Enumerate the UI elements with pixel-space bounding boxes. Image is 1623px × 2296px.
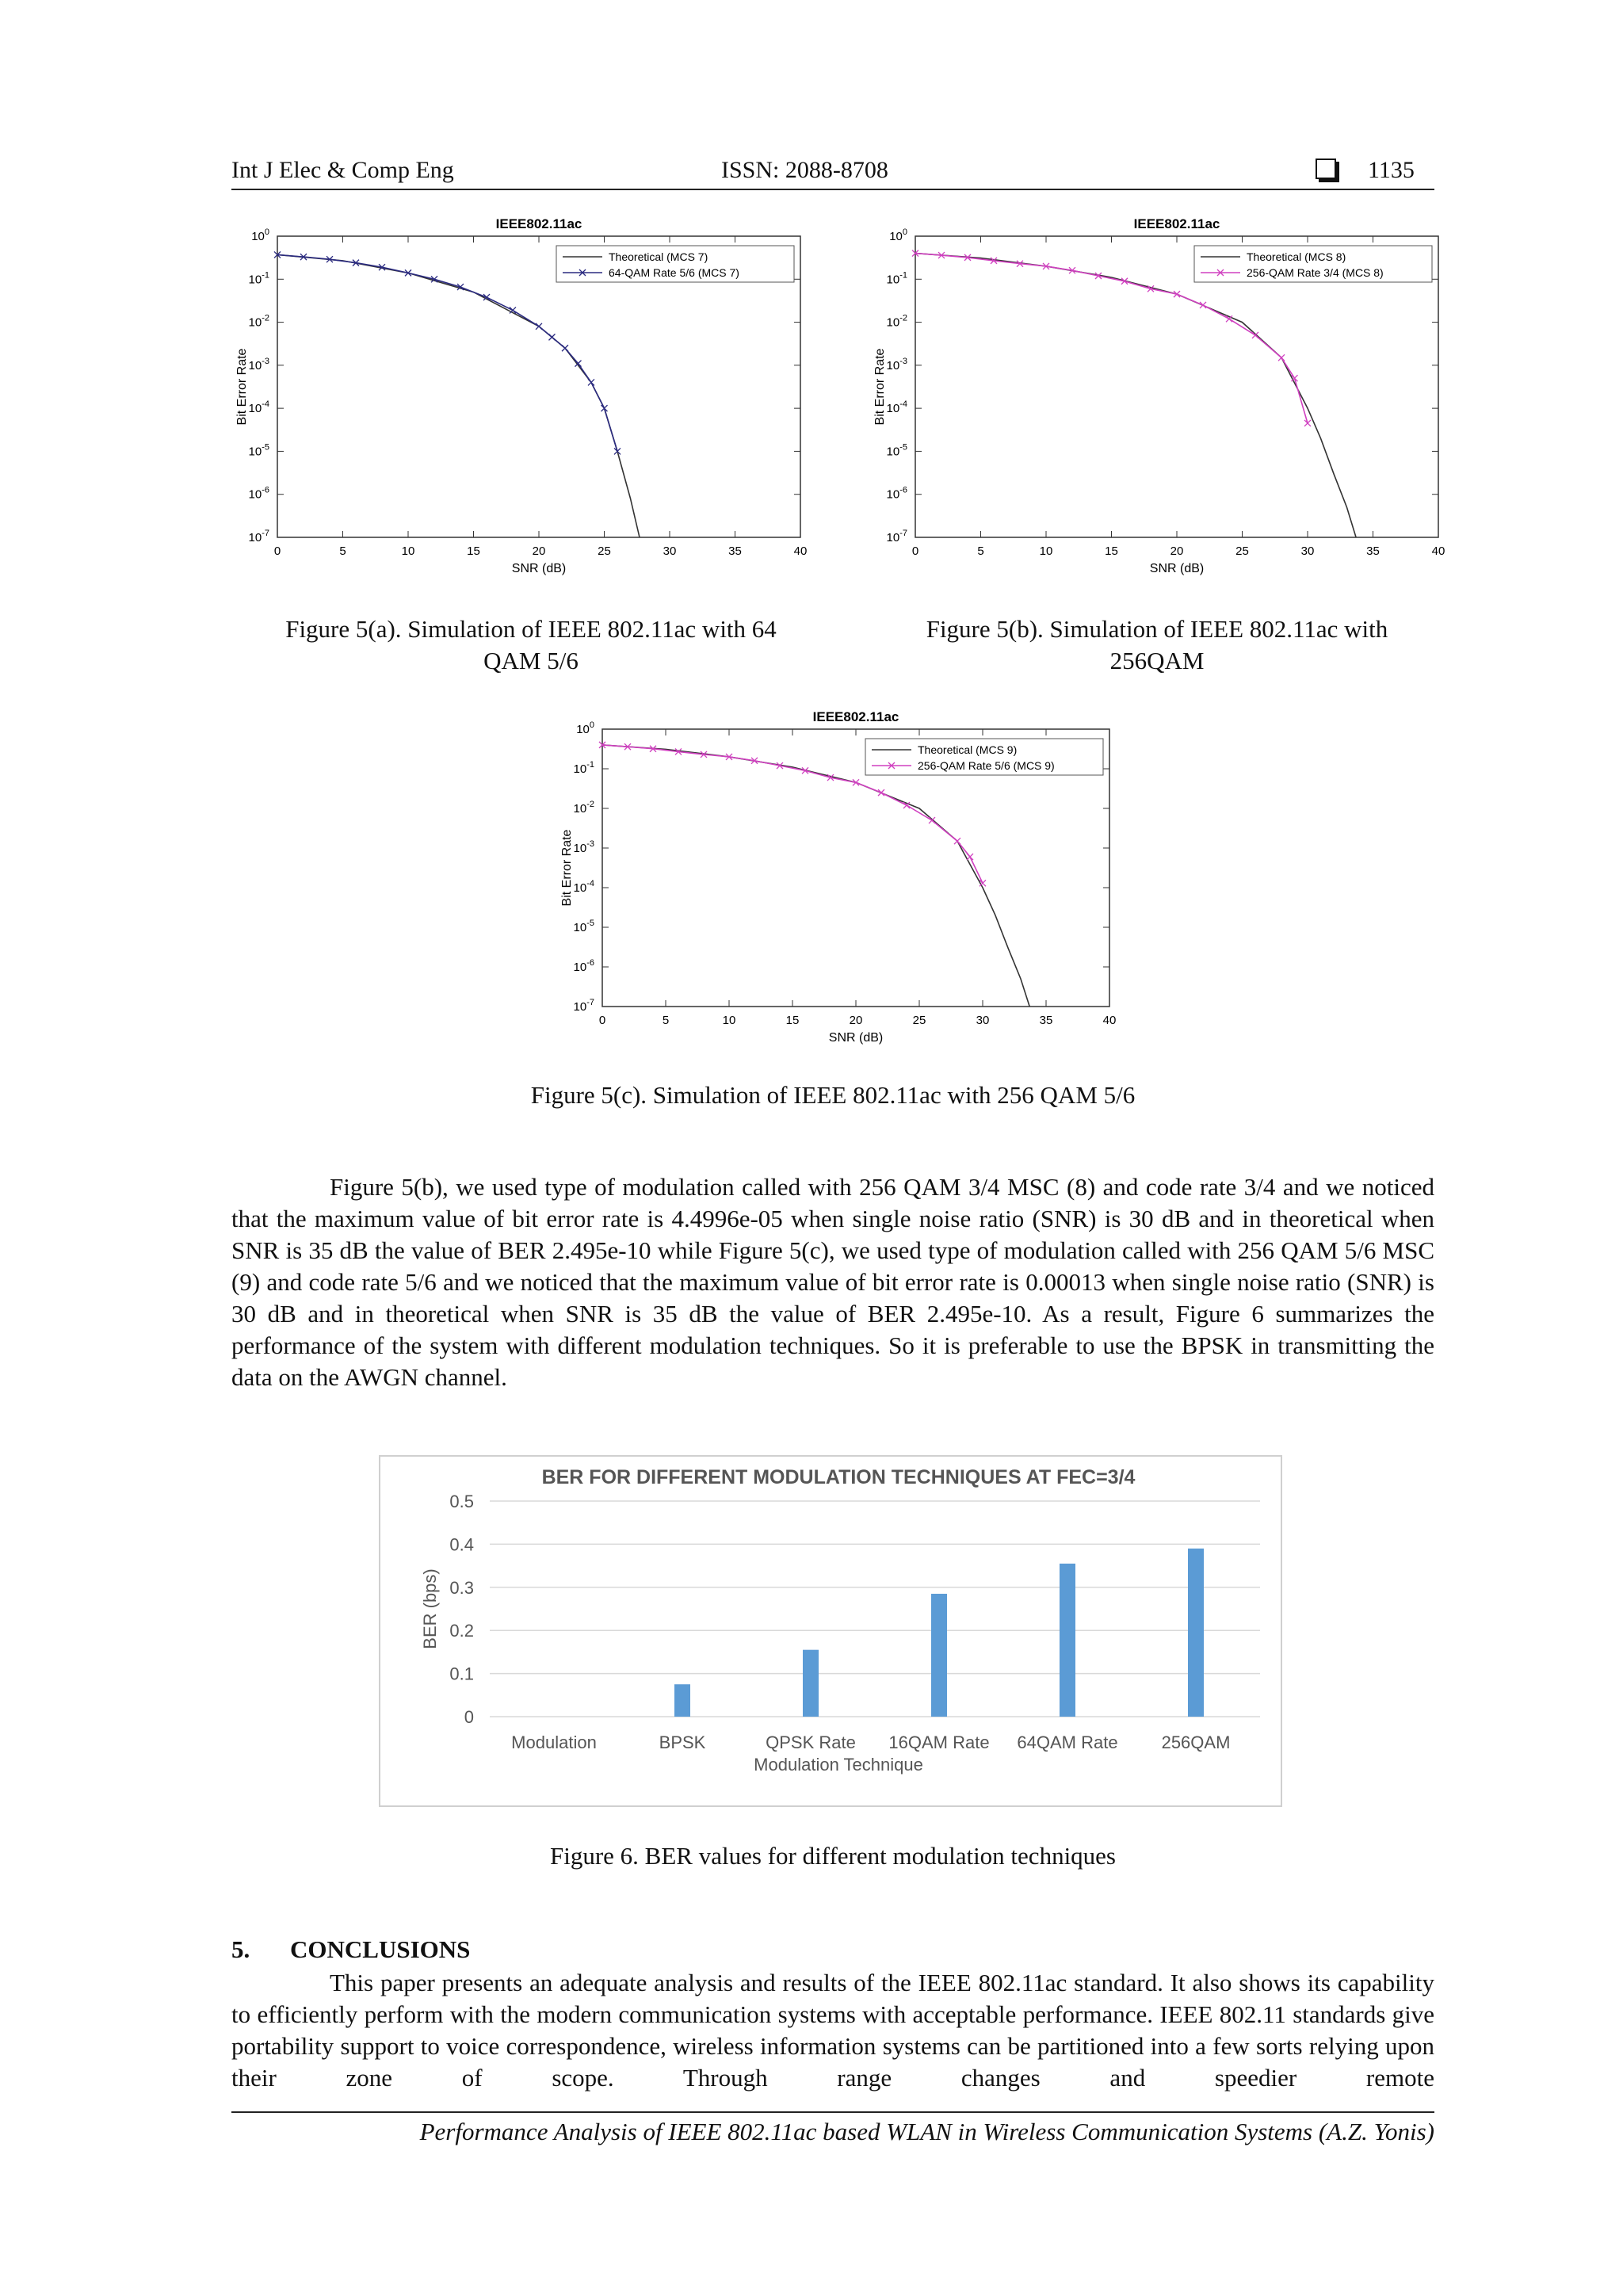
x-tick-label: 35 xyxy=(1366,544,1380,558)
conclusions-paragraph: This paper presents an adequate analysis and results of the IEEE 802.11ac standard. It also shows its capability to efficiently perform with the modern communication systems with acceptable performance. IEEE 802.11 standards give portability support to voice correspondence, wireless information systems can be partitioned into a few sorts relying upon their zone of scope. Through range changes and speedier remote xyxy=(231,1969,1434,2092)
legend-label-simulated: 256-QAM Rate 5/6 (MCS 9) xyxy=(918,759,1055,772)
section-number: 5. xyxy=(231,1935,250,1963)
x-tick-label: 5 xyxy=(339,544,346,558)
y-tick-label: $10^0$ xyxy=(889,227,907,243)
y-tick-label: $10^{-5}$ xyxy=(886,442,907,459)
y-tick-label: $10^{-2}$ xyxy=(573,800,594,816)
journal-name: Int J Elec & Comp Eng xyxy=(231,157,454,183)
caption-line: QAM 5/6 xyxy=(483,647,579,674)
x-tick-label: 25 xyxy=(912,1014,926,1027)
y-tick-label: $10^{-2}$ xyxy=(248,313,269,330)
plot-title: IEEE802.11ac xyxy=(495,216,582,231)
x-tick-label: 30 xyxy=(1300,544,1315,558)
x-tick-label: 20 xyxy=(1170,544,1184,558)
issn: ISSN: 2088-8708 xyxy=(721,157,888,183)
y-tick-label: $10^0$ xyxy=(576,720,594,736)
bar xyxy=(1188,1549,1204,1717)
y-tick-label: 0.3 xyxy=(449,1577,474,1598)
x-tick-label: 0 xyxy=(598,1014,606,1027)
running-footer: Performance Analysis of IEEE 802.11ac based WLAN in Wireless Communication Systems (A.Z. Yonis) xyxy=(419,2118,1434,2145)
x-tick-label: 0 xyxy=(911,544,919,558)
figure-5b-plot xyxy=(836,212,1462,593)
legend-label-theoretical: Theoretical (MCS 9) xyxy=(918,743,1018,756)
x-tick-label: 64QAM Rate xyxy=(1017,1733,1118,1752)
x-tick-label: 0 xyxy=(273,544,281,558)
y-tick-label: $10^{-7}$ xyxy=(573,998,594,1014)
y-tick-label: $10^{-7}$ xyxy=(886,529,907,544)
x-tick-label: 10 xyxy=(401,544,415,558)
footer-rule xyxy=(231,2111,1434,2113)
x-tick-label: 35 xyxy=(728,544,742,558)
figure-5c-plot xyxy=(523,705,1149,1054)
y-axis-label: Bit Error Rate xyxy=(560,829,574,907)
y-tick-label: $10^0$ xyxy=(251,227,269,243)
y-tick-label: 0.4 xyxy=(449,1534,474,1555)
y-tick-label: $10^{-3}$ xyxy=(886,356,907,372)
y-tick-label: $10^{-6}$ xyxy=(248,485,269,502)
y-axis-label: Bit Error Rate xyxy=(235,348,249,426)
y-tick-label: $10^{-1}$ xyxy=(248,270,269,287)
x-tick-label: 15 xyxy=(1105,544,1118,558)
plot-title: IEEE802.11ac xyxy=(812,709,899,724)
y-tick-label: 0.1 xyxy=(449,1664,474,1684)
body-paragraph: Figure 5(b), we used type of modulation called with 256 QAM 3/4 MSC (8) and code rate 3/4 and we noticed that the maximum value of bit error rate is 4.4996e-05 when single noise ratio (SNR) is 30 dB and in theoretical when SNR is 35 dB the value of BER 2.495e-10 while Figure 5(c), we used type of modulation called with 256 QAM 5/6 MSC (9) and code rate 5/6 and we noticed that the maximum value of bit error rate is 0.00013 when single noise ratio (SNR) is 30 dB and in theoretical when SNR is 35 dB the value of BER 2.495e-10. As a result, Figure 6 summarizes the performance of the system with different modulation techniques. So it is preferable to use the BPSK in transmitting the data on the AWGN channel. xyxy=(231,1173,1434,1391)
chart-border xyxy=(380,1456,1281,1806)
square-icon xyxy=(1316,159,1336,179)
y-tick-label: $10^{-4}$ xyxy=(248,399,269,416)
y-axis-label: Bit Error Rate xyxy=(873,348,887,426)
x-tick-label: 16QAM Rate xyxy=(888,1733,990,1752)
y-tick-label: $10^{-4}$ xyxy=(573,879,594,895)
x-tick-label: 15 xyxy=(785,1014,800,1027)
y-axis-label: BER (bps) xyxy=(420,1568,440,1649)
x-tick-label: 10 xyxy=(722,1014,736,1027)
legend-label-theoretical: Theoretical (MCS 8) xyxy=(1247,250,1346,263)
page-number: 1135 xyxy=(1368,157,1415,183)
y-tick-label: 0 xyxy=(464,1707,474,1727)
bar xyxy=(674,1684,690,1717)
x-tick-label: BPSK xyxy=(659,1733,706,1752)
caption-line: Figure 5(b). Simulation of IEEE 802.11ac with xyxy=(926,615,1388,643)
chart-title: BER FOR DIFFERENT MODULATION TECHNIQUES AT FEC=3/4 xyxy=(541,1466,1136,1488)
y-tick-label: $10^{-6}$ xyxy=(886,485,907,502)
x-tick-label: 5 xyxy=(662,1014,670,1027)
y-tick-label: $10^{-4}$ xyxy=(886,399,907,416)
y-tick-label: $10^{-6}$ xyxy=(573,958,594,974)
x-axis-label: SNR (dB) xyxy=(511,562,567,575)
bar xyxy=(803,1650,819,1717)
figure-6-bar-chart xyxy=(379,1455,1282,1807)
x-tick-label: 30 xyxy=(976,1014,990,1027)
legend-label-simulated: 256-QAM Rate 3/4 (MCS 8) xyxy=(1247,266,1384,279)
x-axis-label: SNR (dB) xyxy=(828,1031,884,1045)
x-tick-label: 20 xyxy=(532,544,546,558)
x-axis-label: SNR (dB) xyxy=(1149,562,1205,575)
y-tick-label: $10^{-5}$ xyxy=(248,442,269,459)
x-tick-label: QPSK Rate xyxy=(766,1733,856,1752)
y-tick-label: $10^{-3}$ xyxy=(573,839,594,855)
bar xyxy=(1060,1564,1075,1717)
x-tick-label: 256QAM xyxy=(1161,1733,1231,1752)
legend-label-theoretical: Theoretical (MCS 7) xyxy=(609,250,708,263)
y-tick-label: $10^{-7}$ xyxy=(248,529,269,544)
caption-line: 256QAM xyxy=(1109,647,1205,674)
figure-5b-caption xyxy=(864,613,1450,677)
x-tick-label: 20 xyxy=(849,1014,863,1027)
x-tick-label: 5 xyxy=(977,544,984,558)
x-tick-label: 25 xyxy=(1235,544,1249,558)
figure-5a-plot xyxy=(198,212,824,593)
x-tick-label: 40 xyxy=(1102,1014,1117,1027)
figure-5c-caption: Figure 5(c). Simulation of IEEE 802.11ac with 256 QAM 5/6 xyxy=(530,1081,1136,1109)
bar xyxy=(931,1594,947,1717)
section-title: CONCLUSIONS xyxy=(290,1935,471,1963)
y-tick-label: $10^{-3}$ xyxy=(248,356,269,372)
header-rule xyxy=(231,189,1434,190)
x-tick-label: 25 xyxy=(598,544,611,558)
y-tick-label: $10^{-1}$ xyxy=(886,270,907,287)
x-axis-label: Modulation Technique xyxy=(754,1755,923,1775)
figure-5a-caption xyxy=(238,613,824,677)
legend-label-simulated: 64-QAM Rate 5/6 (MCS 7) xyxy=(609,266,739,279)
x-tick-label: 40 xyxy=(793,544,808,558)
y-tick-label: $10^{-2}$ xyxy=(886,313,907,330)
x-tick-label: 10 xyxy=(1039,544,1053,558)
caption-line: Figure 5(a). Simulation of IEEE 802.11ac with 64 xyxy=(285,615,777,643)
x-tick-label: 15 xyxy=(467,544,480,558)
y-tick-label: $10^{-1}$ xyxy=(573,760,594,776)
y-tick-label: 0.5 xyxy=(449,1492,474,1511)
x-tick-label: 30 xyxy=(663,544,677,558)
x-tick-label: Modulation xyxy=(511,1733,597,1752)
plot-title: IEEE802.11ac xyxy=(1133,216,1220,231)
y-tick-label: $10^{-5}$ xyxy=(573,919,594,934)
x-tick-label: 35 xyxy=(1039,1014,1053,1027)
figure-6-caption: Figure 6. BER values for different modulation techniques xyxy=(550,1842,1116,1870)
y-tick-label: 0.2 xyxy=(449,1621,474,1641)
page-number-block xyxy=(1316,157,1415,184)
x-tick-label: 40 xyxy=(1431,544,1445,558)
